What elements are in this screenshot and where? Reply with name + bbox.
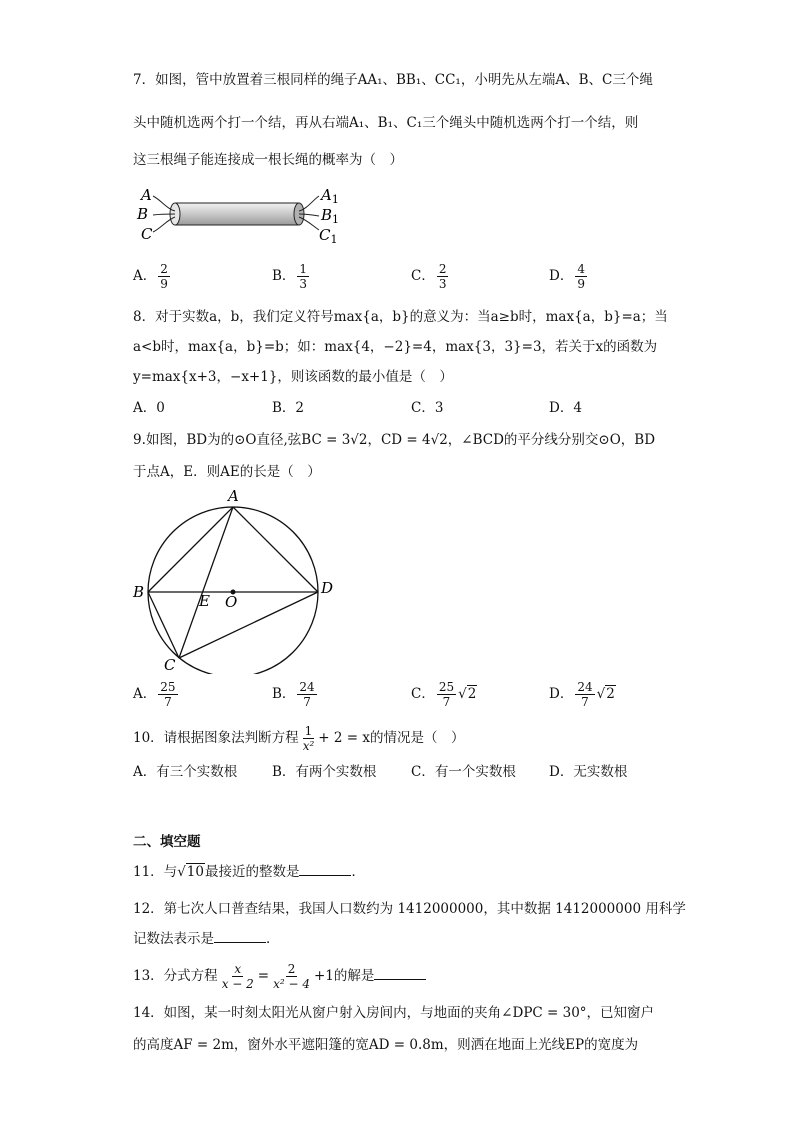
svg-text:A1 bbox=[319, 186, 339, 206]
chord-ca bbox=[179, 507, 233, 658]
label-left-a: A bbox=[141, 186, 152, 204]
section-fill-in-title: 二、填空题 bbox=[133, 834, 201, 850]
q8-option-a[interactable]: A．0 bbox=[133, 400, 165, 416]
label-d: D bbox=[321, 579, 334, 597]
q11-line: 11．与√10最接近的整数是 ． bbox=[133, 864, 365, 880]
q8-option-d[interactable]: D．4 bbox=[549, 400, 582, 416]
q7-option-b[interactable]: B． $\frac{1}{3}$ bbox=[272, 262, 308, 291]
chord-ad bbox=[233, 507, 318, 592]
q14-line-2: 的高度AF = 2m，窗外水平遮阳篷的宽AD = 0.8m，则洒在地面上光线EP的宽度为 bbox=[133, 1037, 639, 1053]
q7-line-1: 7．如图，管中放置着三根同样的绳子AA₁、BB₁、CC₁，小明先从左端A、B、C三个绳 bbox=[133, 72, 653, 88]
q7-line-3: 这三根绳子能连接成一根长绳的概率为（ ） bbox=[133, 152, 403, 168]
svg-text:B1 bbox=[320, 206, 339, 226]
q9-line-1: 9.如图，BD为的⊙O直径,弦BC = 3√2，CD = 4√2，∠BCD的平分线分别交⊙O，BD bbox=[133, 432, 656, 448]
q12-line-2: 记数法表示是 ． bbox=[133, 931, 280, 947]
label-b: B bbox=[133, 583, 145, 601]
q8-line-3: y=max{x+3，−x+1}，则该函数的最小值是（ ） bbox=[133, 369, 453, 385]
svg-text:C1 bbox=[319, 226, 337, 246]
q10-option-b[interactable]: B．有两个实数根 bbox=[272, 764, 377, 780]
q12-answer-blank[interactable] bbox=[214, 930, 266, 943]
rope-tube-figure bbox=[133, 182, 353, 248]
label-right-a: A bbox=[321, 186, 332, 204]
q10-option-c[interactable]: C．有一个实数根 bbox=[411, 764, 516, 780]
label-left-b: B bbox=[137, 205, 149, 223]
q12-line-1: 12．第七次人口普查结果，我国人口数约为 1412000000，其中数据 1412000000 用科学 bbox=[133, 901, 686, 917]
label-e: E bbox=[199, 592, 210, 610]
q8-option-b[interactable]: B．2 bbox=[272, 400, 305, 416]
q8-option-c[interactable]: C．3 bbox=[411, 400, 444, 416]
q9-option-a[interactable]: A． $\frac{25}{7}$ bbox=[133, 680, 176, 709]
q10-option-a[interactable]: A．有三个实数根 bbox=[133, 764, 238, 780]
chord-bc bbox=[148, 592, 179, 658]
q11-answer-blank[interactable] bbox=[299, 863, 351, 876]
q9-option-d[interactable]: D． $\frac{24}{7}$ √2 bbox=[549, 680, 615, 709]
q7-option-d[interactable]: D． $\frac{4}{9}$ bbox=[549, 262, 585, 291]
q9-line-2: 于点A，E．则AE的长是（ ） bbox=[133, 464, 321, 480]
chord-ab bbox=[148, 507, 233, 592]
label-right-b-sub: 1 bbox=[332, 213, 340, 226]
label-right-a-sub: 1 bbox=[331, 193, 339, 206]
q13-line: 13．分式方程 $\frac{x}{x - 2}$ = $\frac{2}{\text{x² − 4}}$ +1的解是 bbox=[133, 962, 426, 991]
label-right-c: C bbox=[319, 226, 331, 244]
q10-line: 10．请根据图象法判断方程 $\frac{1}{\text{x²}}$ + 2 = x的情况是（ ） bbox=[133, 724, 465, 753]
label-c: C bbox=[164, 656, 176, 674]
q7-option-a[interactable]: A． $\frac{2}{9}$ bbox=[133, 262, 168, 291]
label-right-b: B bbox=[321, 206, 333, 224]
q9-option-c[interactable]: C． $\frac{25}{7}$ √2 bbox=[411, 680, 477, 709]
label-right-c-sub: 1 bbox=[330, 233, 338, 246]
q7-line-2: 头中随机选两个打一个结，再从右端A₁、B₁、C₁三个绳头中随机选两个打一个结，则 bbox=[133, 115, 639, 131]
q10-option-d[interactable]: D．无实数根 bbox=[549, 764, 628, 780]
q9-option-b[interactable]: B． $\frac{24}{7}$ bbox=[272, 680, 315, 709]
label-o: O bbox=[225, 593, 238, 611]
q7-option-c[interactable]: C． $\frac{2}{3}$ bbox=[411, 262, 447, 291]
label-left-c: C bbox=[141, 225, 153, 243]
label-a: A bbox=[228, 487, 239, 505]
q14-line-1: 14．如图，某一时刻太阳光从窗户射入房间内，与地面的夹角∠DPC = 30°，已知窗户 bbox=[133, 1005, 655, 1021]
circle-figure bbox=[128, 484, 348, 674]
q8-line-2: a<b时，max{a，b}=b；如：max{4，−2}=4，max{3，3}=3，若关于x的函数为 bbox=[133, 339, 658, 355]
tube-body bbox=[175, 203, 299, 225]
q8-line-1: 8．对于实数a，b，我们定义符号max{a，b}的意义为：当a≥b时，max{a，b}=a；当 bbox=[133, 309, 668, 325]
q13-answer-blank[interactable] bbox=[374, 967, 426, 980]
